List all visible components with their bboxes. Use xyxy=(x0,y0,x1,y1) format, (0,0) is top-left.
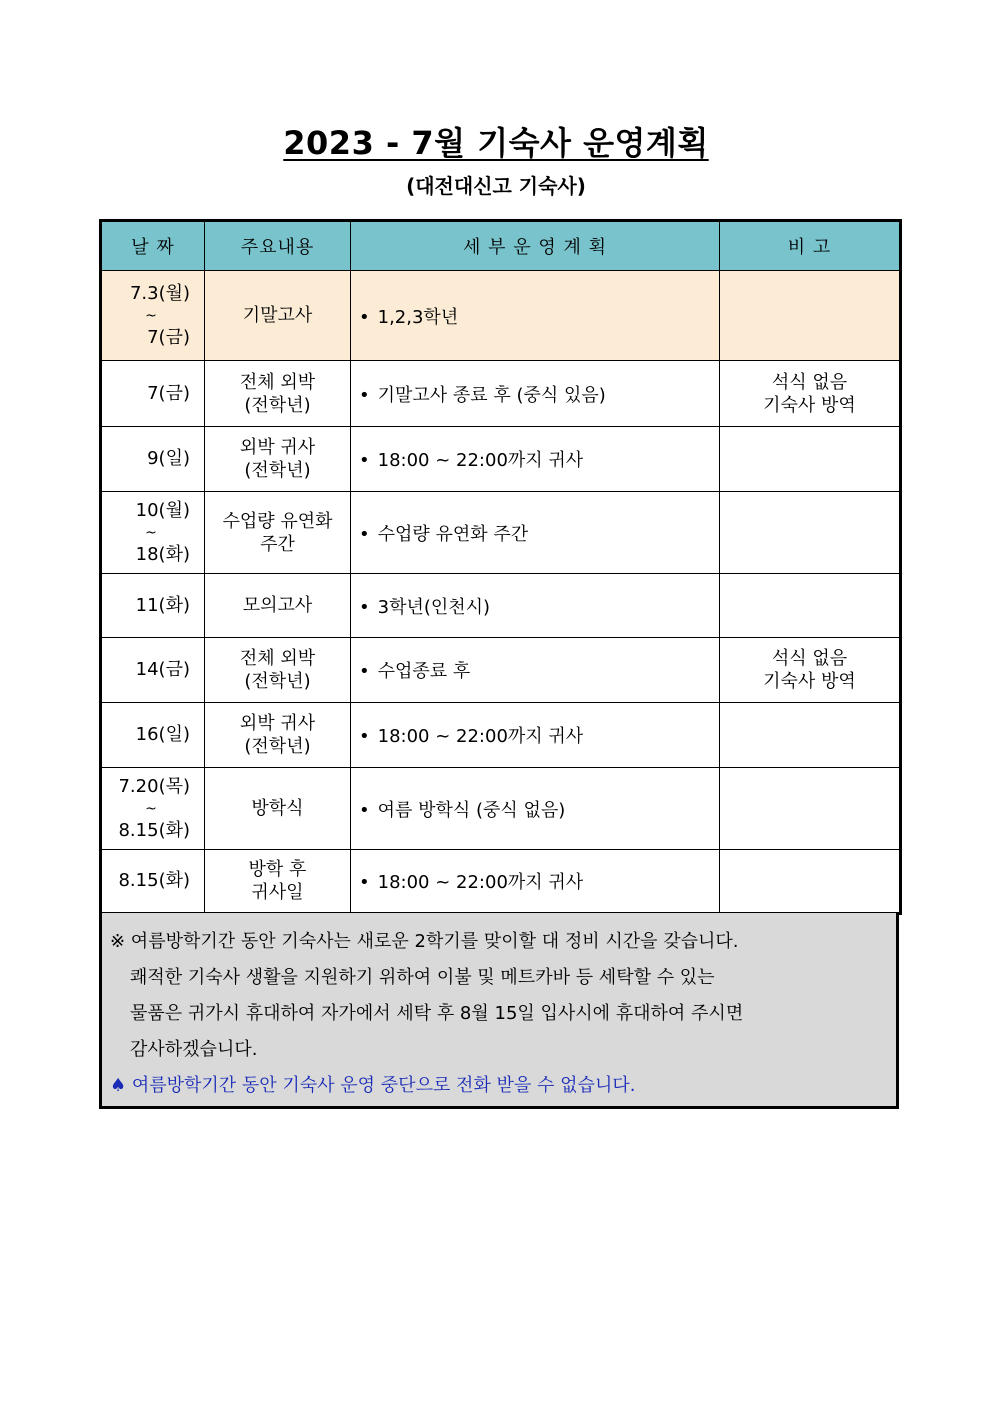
schedule-table xyxy=(99,219,902,915)
note-line-4: 감사하겠습니다. xyxy=(130,1039,258,1060)
date-cell xyxy=(101,703,205,768)
table-row xyxy=(101,768,901,850)
remark-cell xyxy=(720,361,901,427)
table-row xyxy=(101,850,901,914)
content-line: (전학년) xyxy=(244,736,311,757)
page-subtitle: (대전대신고 기숙사) xyxy=(406,174,586,198)
content-line: 전체 외박 xyxy=(239,648,316,669)
date-cell xyxy=(101,768,205,850)
detail-text: 기말고사 종료 후 (중식 있음) xyxy=(377,384,606,406)
detail-text: 여름 방학식 (중식 없음) xyxy=(377,799,566,821)
table-row xyxy=(101,361,901,427)
detail-cell xyxy=(351,638,720,703)
content-cell xyxy=(205,703,351,768)
bullet-icon: • xyxy=(359,384,370,406)
content-line: 전체 외박 xyxy=(239,371,316,393)
date-line: 7.3(월) xyxy=(129,282,190,304)
page-title: 2023 - 7월 기숙사 운영계획 xyxy=(283,124,709,162)
detail-cell xyxy=(351,768,720,850)
content-cell xyxy=(205,427,351,492)
date-line: ~ xyxy=(145,800,157,817)
date-cell xyxy=(101,574,205,638)
table-row xyxy=(101,703,901,768)
content-line: 방학 후 xyxy=(248,859,307,880)
bullet-icon: • xyxy=(359,596,370,618)
bullet-icon: • xyxy=(359,799,370,821)
date-cell xyxy=(101,492,205,574)
table-row xyxy=(101,574,901,638)
bullet-icon: • xyxy=(359,726,370,747)
content-cell xyxy=(205,361,351,427)
date-cell xyxy=(101,271,205,361)
bullet-icon: • xyxy=(359,661,370,682)
table-row xyxy=(101,638,901,703)
remark-cell xyxy=(720,492,901,574)
detail-cell xyxy=(351,271,720,361)
content-line: 기말고사 xyxy=(242,305,313,326)
content-line: 귀사일 xyxy=(251,882,304,903)
content-cell xyxy=(205,638,351,703)
date-line: ~ xyxy=(145,307,157,324)
remark-cell xyxy=(720,427,901,492)
content-line: 외박 귀사 xyxy=(239,437,316,458)
date-line: 10(월) xyxy=(135,499,190,521)
detail-cell xyxy=(351,574,720,638)
note-notice: ♠ 여름방학기간 동안 기숙사 운영 중단으로 전화 받을 수 없습니다. xyxy=(110,1075,636,1096)
content-line: 수업량 유연화 xyxy=(222,510,333,532)
detail-text: 18:00 ~ 22:00까지 귀사 xyxy=(377,726,584,747)
date-line: 7(금) xyxy=(147,382,190,404)
detail-text: 18:00 ~ 22:00까지 귀사 xyxy=(377,450,584,471)
content-line: 주간 xyxy=(260,533,295,555)
remark-cell xyxy=(720,703,901,768)
detail-text: 3학년(인천시) xyxy=(377,596,491,618)
detail-cell xyxy=(351,427,720,492)
detail-cell xyxy=(351,361,720,427)
table-row xyxy=(101,427,901,492)
remark-cell xyxy=(720,768,901,850)
note-line-1: ※ 여름방학기간 동안 기숙사는 새로운 2학기를 맞이할 대 정비 시간을 갖습니다. xyxy=(110,931,739,952)
bullet-icon: • xyxy=(359,523,370,545)
date-line: 11(화) xyxy=(135,594,190,616)
date-line: 9(일) xyxy=(147,448,190,469)
table-row xyxy=(101,492,901,574)
remark-line: 기숙사 방역 xyxy=(763,394,856,416)
date-cell xyxy=(101,427,205,492)
content-line: 모의고사 xyxy=(242,595,313,616)
detail-cell xyxy=(351,492,720,574)
table-header-row xyxy=(101,221,901,271)
remark-cell xyxy=(720,271,901,361)
note-line-3: 물품은 귀가시 휴대하여 자가에서 세탁 후 8월 15일 입사시에 휴대하여 주시면 xyxy=(130,1003,744,1024)
date-cell xyxy=(101,850,205,914)
remark-line: 석식 없음 xyxy=(771,648,848,669)
detail-text: 1,2,3학년 xyxy=(377,306,459,328)
date-line: ~ xyxy=(145,524,157,541)
date-cell xyxy=(101,361,205,427)
detail-cell xyxy=(351,703,720,768)
content-cell xyxy=(205,492,351,574)
detail-text: 18:00 ~ 22:00까지 귀사 xyxy=(377,872,584,893)
bullet-icon: • xyxy=(359,872,370,893)
detail-text: 수업종료 후 xyxy=(377,661,471,682)
content-cell xyxy=(205,850,351,914)
date-line: 7(금) xyxy=(147,326,190,348)
date-line: 7.20(목) xyxy=(118,775,190,797)
remark-cell xyxy=(720,638,901,703)
detail-text: 수업량 유연화 주간 xyxy=(377,523,529,545)
content-line: (전학년) xyxy=(244,671,311,692)
header-remark: 비 고 xyxy=(720,221,901,271)
content-line: (전학년) xyxy=(244,394,311,416)
table-row xyxy=(101,271,901,361)
detail-cell xyxy=(351,850,720,914)
remark-cell xyxy=(720,574,901,638)
notes-box xyxy=(99,912,899,1109)
date-line: 8.15(화) xyxy=(118,870,190,891)
date-line: 8.15(화) xyxy=(118,819,190,841)
content-line: (전학년) xyxy=(244,460,311,481)
header-content: 주요내용 xyxy=(205,221,351,271)
content-line: 외박 귀사 xyxy=(239,713,316,734)
date-line: 14(금) xyxy=(135,659,190,680)
content-cell xyxy=(205,574,351,638)
date-line: 16(일) xyxy=(135,724,190,745)
date-cell xyxy=(101,638,205,703)
content-cell xyxy=(205,768,351,850)
bullet-icon: • xyxy=(359,306,370,328)
header-detail: 세 부 운 영 계 획 xyxy=(351,221,720,271)
date-line: 18(화) xyxy=(135,543,190,565)
bullet-icon: • xyxy=(359,450,370,471)
note-line-2: 쾌적한 기숙사 생활을 지원하기 위하여 이불 및 메트카바 등 세탁할 수 있는 xyxy=(130,967,715,988)
remark-line: 석식 없음 xyxy=(771,371,848,393)
content-line: 방학식 xyxy=(251,798,304,819)
remark-cell xyxy=(720,850,901,914)
remark-line: 기숙사 방역 xyxy=(763,671,856,692)
header-date: 날 짜 xyxy=(101,221,205,271)
content-cell xyxy=(205,271,351,361)
